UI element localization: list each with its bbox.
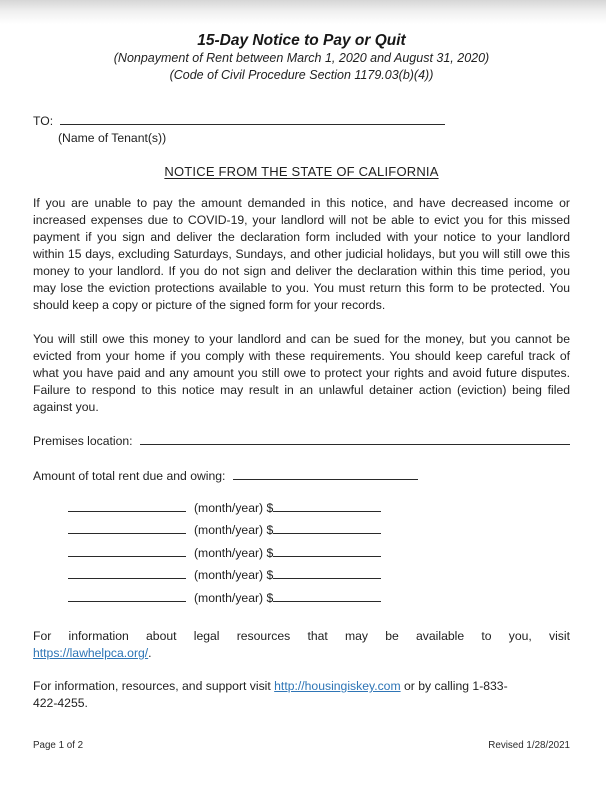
premises-location-label: Premises location: [33, 434, 133, 448]
rent-amount-blank-line [273, 498, 381, 512]
legal-resources-line2 [33, 645, 570, 662]
revised-date: Revised 1/28/2021 [488, 740, 570, 751]
month-year-row [68, 498, 570, 520]
month-blank-line [68, 565, 186, 579]
amount-due-blank-line [233, 466, 418, 480]
month-blank-line [68, 498, 186, 512]
amount-due-row [33, 466, 570, 485]
month-year-label: (month/year) $ [194, 501, 274, 515]
legal-resources-line1: For information about legal resources that may be available to you, visit [33, 628, 570, 643]
month-year-label: (month/year) $ [194, 590, 274, 605]
document-subtitle-code: (Code of Civil Procedure Section 1179.03(b)(4)) [169, 67, 434, 82]
legal-resources-paragraph [33, 628, 570, 662]
month-year-row [68, 543, 570, 565]
month-blank-line [68, 588, 186, 602]
month-year-label: (month/year) $ [194, 545, 274, 560]
to-label: TO: [33, 114, 54, 128]
lawhelpca-link[interactable]: https://lawhelpca.org/ [33, 645, 149, 660]
rent-amount-blank-line [273, 520, 381, 534]
support-pre-text: For information, resources, and support visit [33, 678, 275, 693]
housingiskey-link[interactable]: http://housingiskey.com [274, 678, 401, 693]
notice-heading-text: NOTICE FROM THE STATE OF CALIFORNIA [164, 164, 439, 179]
paragraph-declaration-info: If you are unable to pay the amount demanded in this notice, and have decreased income or increased expenses due to COVID-19, your landlord will not be able to evict you for this missed payment if you sign and deliver the declaration form included with your notice to your landlord within 15 days, excluding Saturdays, Sundays, and other judicial holidays, but you will still owe this money to your landlord. If you do not sign and deliver the declaration within this time period, you may lose the eviction protections available to you. You must return this form to be protected. You should keep a copy or picture of the signed form for your records. [33, 196, 570, 312]
to-row [33, 111, 570, 128]
rent-amount-blank-line [273, 588, 381, 602]
tenant-name-caption: (Name of Tenant(s)) [58, 131, 167, 145]
month-year-list [33, 498, 570, 610]
premises-location-blank-line [140, 431, 570, 445]
rent-amount-blank-line [273, 565, 381, 579]
document-title: 15-Day Notice to Pay or Quit [197, 32, 406, 49]
paragraph-owe-money: You will still owe this money to your landlord and can be sued for the money, but you cannot be evicted from your home if you comply with these requirements. You should keep careful track of what you have paid and any amount you still owe to protect your rights and avoid future disputes. Failure to respond to this notice may result in an unlawful detainer action (eviction) being filed against you. [33, 332, 570, 414]
support-line1 [33, 678, 570, 695]
notice-heading [33, 163, 570, 180]
page-footer [33, 740, 570, 751]
support-line2-phone: 422-4255. [33, 695, 88, 710]
month-year-row [68, 588, 570, 610]
rent-amount-blank-line [273, 543, 381, 557]
premises-location-row [33, 431, 570, 450]
legal-resources-period: . [148, 645, 152, 660]
support-paragraph [33, 678, 570, 712]
month-year-row [68, 520, 570, 542]
month-year-row [68, 565, 570, 587]
document-subtitle-dates: (Nonpayment of Rent between March 1, 2020 and August 31, 2020) [113, 51, 490, 65]
month-year-label: (month/year) $ [194, 523, 274, 538]
month-year-label: (month/year) $ [194, 568, 274, 583]
document-header [33, 0, 570, 83]
month-blank-line [68, 543, 186, 557]
page-number: Page 1 of 2 [33, 740, 84, 751]
amount-due-label: Amount of total rent due and owing: [33, 469, 226, 483]
support-after-link-text: or by calling 1-833- [400, 678, 508, 693]
month-blank-line [68, 520, 186, 534]
tenant-name-blank-line [60, 111, 445, 125]
